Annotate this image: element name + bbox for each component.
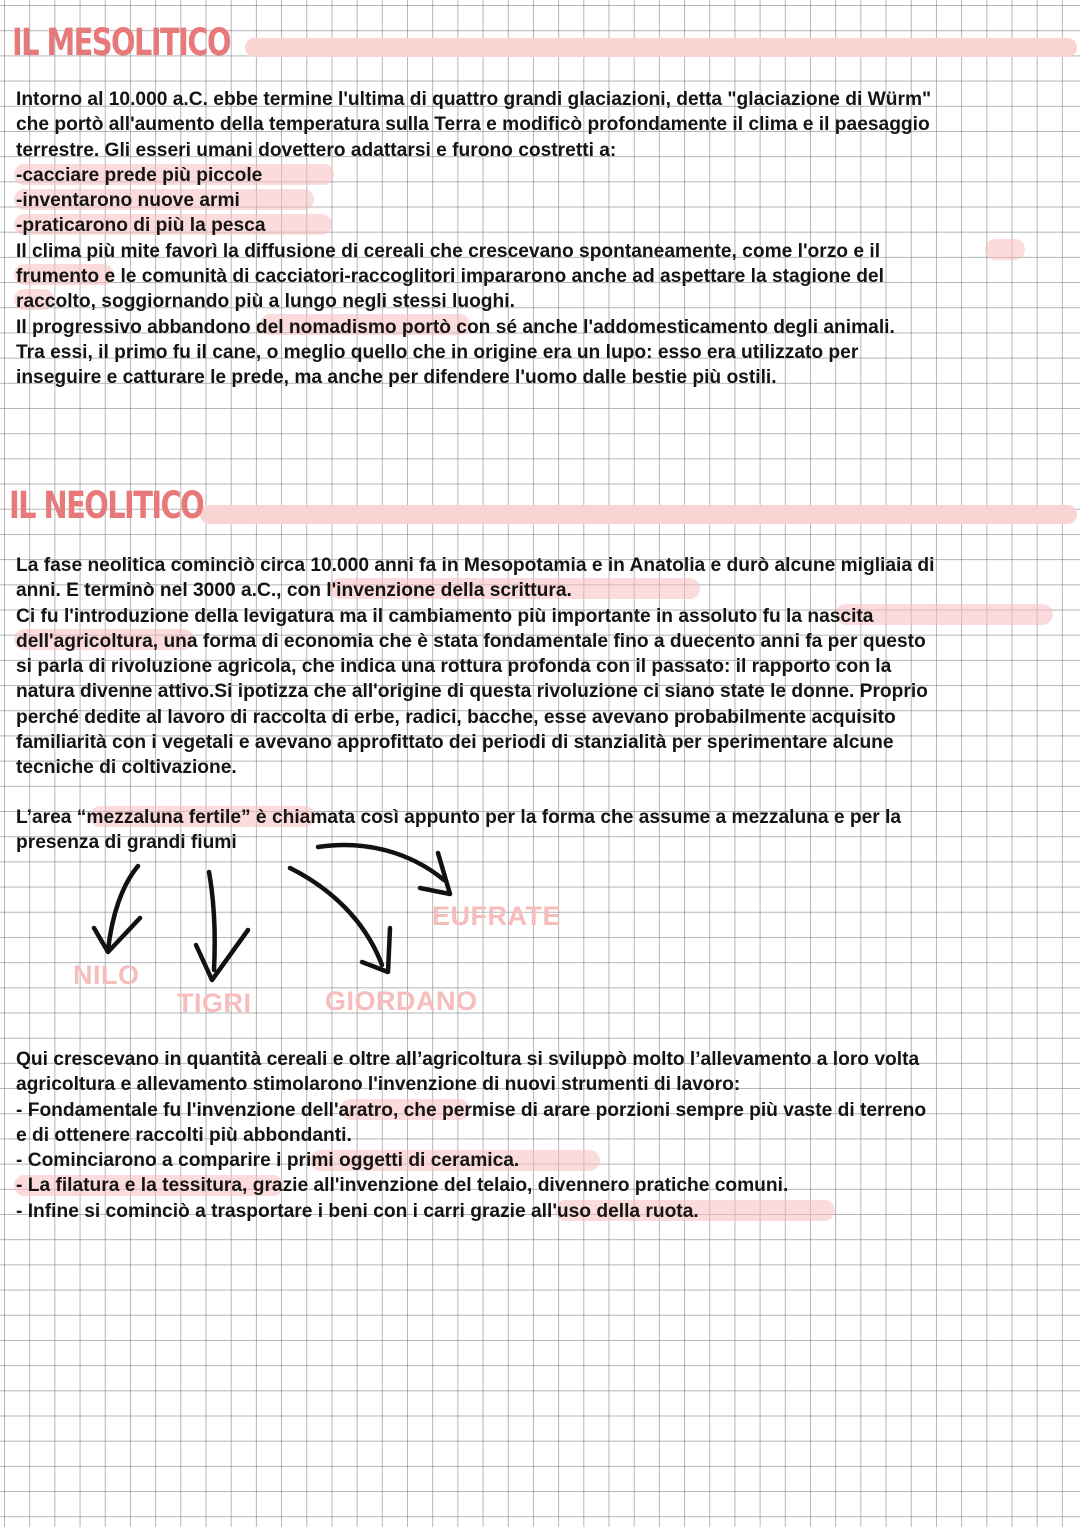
river-label-giordano: GIORDANO [325,986,478,1016]
river-label-eufrate: EUFRATE [432,901,561,931]
arrow-head-tigri [196,930,248,980]
paragraph-neolitico: La fase neolitica cominciò circa 10.000 anni fa in Mesopotamia e in Anatolia e durò alcune migliaia di anni. E terminò nel 3000 a.C., con l'invenzione della scrittura. Ci fu l'introduzione della levigatura ma il cambiamento più importante in assoluto fu la nascita dell'agricoltura, una forma di economia che è stata fondamentale fino a duecento anni fa per questo si parla di rivoluzione agricola, che indica una rottura profonda con il passato: il rapporto con la natura divenne attivo.Si ipotizza che all'origine di questa rivoluzione ci siano state le donne. Proprio perché dedite al lavoro di raccolta di erbe, radici, bacche, esse avevano probabilmente acquisito familiarità con i vegetali e avevano approfittato dei periodi di stanzialità per sperimentare alcune tecniche di coltivazione. [16,555,935,779]
paragraph-closing: Qui crescevano in quantità cereali e oltre all’agricoltura si sviluppò molto l’allevamento a loro volta agricoltura e allevamento stimolarono l'invenzione di nuovi strumenti di lavoro: - Fondamentale fu l'invenzione dell'aratro, che permise di arare porzioni sempre più vaste di terreno e di ottenere raccolti più abbondanti. - Cominciarono a comparire i primi oggetti di ceramica. - La filatura e la tessitura, grazie all'invenzione del telaio, divennero pratiche comuni. - Infine si cominciò a trasportare i beni con i carri grazie all'uso della ruota. [16,1049,927,1222]
section-title-neolitico: IL NEOLITICO [9,484,204,527]
arrow-to-giordano [290,868,382,965]
arrow-head-nilo [94,918,140,952]
arrow-to-tigri [209,872,215,970]
river-label-nilo: NILO [73,960,140,990]
paragraph-mezzaluna: L’area “mezzaluna fertile” è chiamata così appunto per la forma che assume a mezzaluna e per la presenza di grandi fiumi [16,807,902,854]
paragraph-mesolitico: Intorno al 10.000 a.C. ebbe termine l'ultima di quattro grandi glaciazioni, detta "glaciazione di Würm" che portò all'aumento della temperatura sulla Terra e modificò profondamente il clima e il paesaggio terrestre. Gli esseri umani dovettero adattarsi e furono costretti a: -cacciare prede più piccole -inventarono nuove armi -praticarono di più la pesca Il clima più mite favorì la diffusione di cereali che crescevano spontaneamente, come l'orzo e il frumento e le comunità di cacciatori-raccoglitori impararono anche ad aspettare la stagione del raccolto, soggiornando più a lungo negli stessi luoghi. Il progressivo abbandono del nomadismo portò con sé anche l'addomesticamento degli animali. Tra essi, il primo fu il cane, o meglio quello che in origine era un lupo: esso era utilizzato per inseguire e catturare le prede, ma anche per difendere l'uomo dalle bestie più ostili. [16,89,932,389]
arrow-to-eufrate [318,845,444,880]
section-title-mesolitico: IL MESOLITICO [12,21,230,64]
river-label-tigri: TIGRI [177,988,252,1018]
